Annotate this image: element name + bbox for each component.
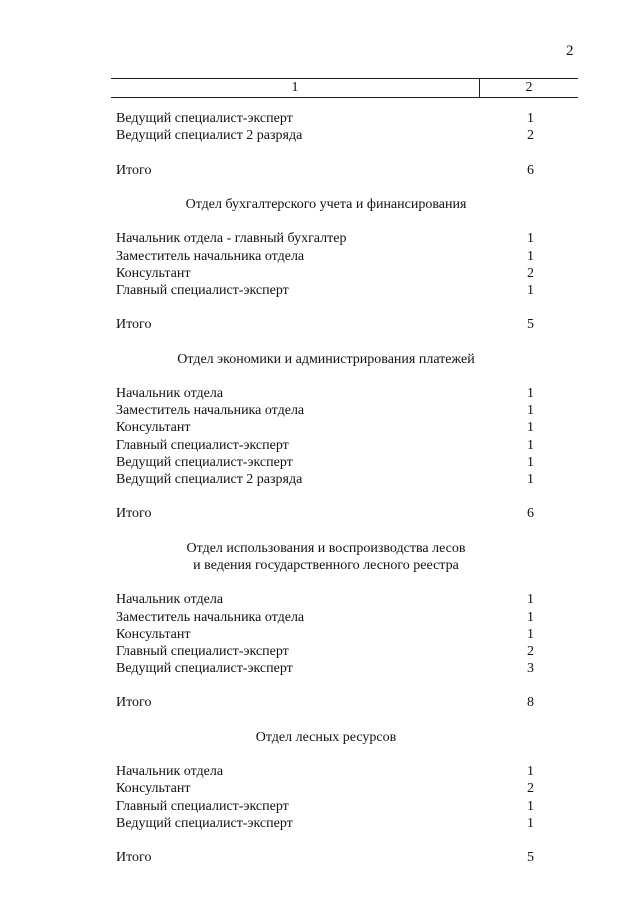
department-title [126, 540, 526, 574]
total-row [116, 162, 536, 179]
table-row [116, 660, 536, 677]
position-count: 1 [527, 248, 534, 264]
position-name: Главный специалист-эксперт [116, 437, 289, 453]
position-count: 1 [527, 420, 534, 436]
position-name: Начальник отдела - главный бухгалтер [116, 231, 347, 247]
department-title-line: Отдел экономики и администрирования платежей [177, 351, 475, 367]
position-name: Заместитель начальника отдела [116, 609, 305, 625]
position-name: Начальник отдела [116, 764, 224, 780]
position-count: 2 [527, 781, 534, 797]
total-label: Итого [116, 162, 152, 178]
position-name: Начальник отдела [116, 386, 224, 402]
position-name: Консультант [116, 781, 191, 797]
position-name: Заместитель начальника отдела [116, 403, 305, 419]
table-row [116, 419, 536, 436]
page-number: 2 [566, 43, 574, 59]
table-row [116, 265, 536, 282]
position-name: Главный специалист-эксперт [116, 643, 289, 659]
department-title-line: Отдел лесных ресурсов [255, 729, 397, 745]
position-count: 1 [527, 386, 534, 402]
department-title-line: и ведения государственного лесного реестра [193, 557, 459, 573]
position-name: Заместитель начальника отдела [116, 248, 305, 264]
position-name: Консультант [116, 626, 191, 642]
staff-table-body [116, 110, 536, 866]
position-name: Ведущий специалист-эксперт [116, 815, 293, 831]
total-count: 6 [527, 162, 534, 178]
position-count: 1 [527, 403, 534, 419]
total-label: Итого [116, 317, 152, 333]
position-name: Консультант [116, 420, 191, 436]
position-name: Начальник отдела [116, 592, 224, 608]
position-count: 1 [527, 111, 534, 126]
table-row [116, 454, 536, 471]
column-1-number: 1 [291, 80, 299, 95]
position-name: Ведущий специалист-эксперт [116, 661, 293, 677]
table-row [116, 815, 536, 832]
position-count: 1 [527, 815, 534, 831]
table-row [116, 471, 536, 488]
column-2-number: 2 [525, 80, 533, 95]
table-row [116, 643, 536, 660]
table-row [116, 780, 536, 797]
position-count: 2 [527, 265, 534, 281]
total-label: Итого [116, 850, 152, 866]
table-row [116, 282, 536, 299]
position-count: 1 [527, 454, 534, 470]
position-name: Ведущий специалист-эксперт [116, 454, 293, 470]
total-count: 6 [527, 506, 534, 522]
department-title [126, 351, 526, 368]
total-row [116, 316, 536, 333]
table-row [116, 127, 536, 144]
position-count: 1 [527, 471, 534, 487]
position-count: 1 [527, 592, 534, 608]
table-row [116, 385, 536, 402]
table-row [116, 798, 536, 815]
position-count: 1 [527, 282, 534, 298]
total-row [116, 694, 536, 711]
position-count: 1 [527, 764, 534, 780]
table-header [111, 78, 578, 98]
department-title-line: Отдел использования и воспроизводства лесов [186, 540, 466, 556]
total-count: 5 [527, 317, 534, 333]
table-row [116, 626, 536, 643]
position-count: 1 [527, 626, 534, 642]
position-count: 1 [527, 231, 534, 247]
table-row [116, 591, 536, 608]
table-row [116, 437, 536, 454]
total-count: 8 [527, 695, 534, 711]
position-name: Ведущий специалист-эксперт [116, 111, 293, 126]
total-count: 5 [527, 850, 534, 866]
total-row [116, 505, 536, 522]
table-row [116, 248, 536, 265]
position-count: 1 [527, 798, 534, 814]
position-name: Главный специалист-эксперт [116, 282, 289, 298]
department-title [126, 196, 526, 213]
position-count: 3 [527, 661, 534, 677]
position-name: Консультант [116, 265, 191, 281]
department-title-line: Отдел бухгалтерского учета и финансирования [185, 196, 467, 212]
total-label: Итого [116, 695, 152, 711]
position-name: Ведущий специалист 2 разряда [116, 128, 303, 144]
position-count: 2 [527, 643, 534, 659]
table-row [116, 609, 536, 626]
position-name: Ведущий специалист 2 разряда [116, 471, 303, 487]
position-count: 1 [527, 437, 534, 453]
total-row [116, 849, 536, 866]
position-count: 2 [527, 128, 534, 144]
table-row [116, 230, 536, 247]
table-row [116, 402, 536, 419]
total-label: Итого [116, 506, 152, 522]
table-row [116, 763, 536, 780]
table-row [116, 110, 536, 127]
position-name: Главный специалист-эксперт [116, 798, 289, 814]
department-title [126, 729, 526, 746]
position-count: 1 [527, 609, 534, 625]
